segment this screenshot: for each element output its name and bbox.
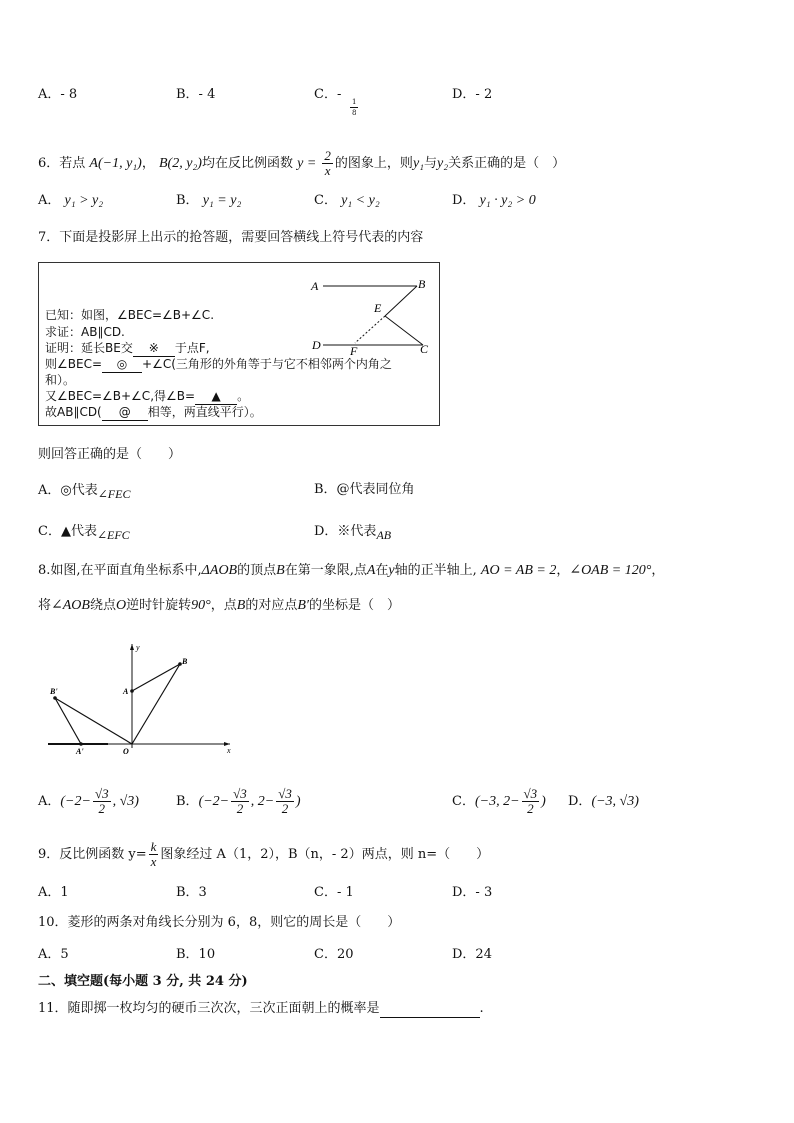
q8-option-b-den2: 2: [281, 801, 289, 816]
q8-option-b-pre: (−2−: [198, 794, 230, 809]
q9-stem: [38, 838, 489, 872]
q8-option-a-pre: (−2−: [60, 794, 91, 809]
q5-option-d: D．- 2: [452, 87, 493, 102]
q8-option-c-num: √3: [523, 786, 538, 801]
q6-option-d-expr: y₁ · y₂ > 0: [479, 193, 536, 208]
q8-option-d-expr: (−3, √3): [591, 794, 639, 809]
q9-post: 图象经过 A（1，2），B（n，- 2）两点，则 n=（ ）: [160, 847, 490, 862]
q10-option-d: D．24: [452, 947, 492, 962]
proof-line-6a: 又∠BEC=∠B+∠C,得∠B=: [45, 389, 196, 403]
q7-option-c-label: C．▲代表: [38, 524, 97, 539]
blank-circle-symbol: ◎: [102, 356, 142, 373]
q7-option-d-sub: AB: [376, 528, 392, 542]
segment-ob-prime: [55, 698, 132, 744]
q5-option-c: C．-: [314, 87, 342, 102]
q7-option-d-label: D．※代表: [314, 524, 377, 539]
q8-option-b-den1: 2: [236, 801, 244, 816]
label-d: D: [312, 338, 321, 352]
q9-option-b: B．3: [176, 885, 207, 900]
q7-stem: 7．下面是投影屏上出示的抢答题，需要回答横线上符号代表的内容: [38, 230, 424, 245]
proof-line-6: [45, 388, 249, 405]
q8-option-c: [452, 785, 546, 819]
q10-option-b: B．10: [176, 947, 216, 962]
dashed-ef: [355, 316, 385, 343]
q9-option-d: D．- 3: [452, 885, 493, 900]
q8-point-b-prime: B′: [297, 598, 309, 613]
label-a: A: [311, 279, 319, 293]
y-axis-arrow: [130, 644, 134, 650]
q6-y1: y₁: [412, 156, 425, 171]
q6-option-d: [452, 192, 536, 210]
q8-l2f: 的坐标是（ ）: [308, 598, 400, 613]
q8-option-d: [568, 785, 639, 819]
q8-option-b-num2: √3: [278, 786, 292, 801]
q8-figure: [38, 636, 238, 756]
point-b-prime: [53, 696, 57, 700]
q6-stem: [38, 149, 565, 178]
q8-option-c-den: 2: [527, 801, 534, 816]
q8-l2c: 逆时针旋转: [126, 598, 192, 613]
q8-option-b-post: ): [295, 794, 301, 809]
q6-comma: ，: [141, 156, 155, 171]
q8-option-a-post: , √3): [112, 794, 139, 809]
q7-option-d: [314, 522, 391, 541]
segment-ob: [132, 664, 180, 744]
q8-l1a: 8.如图,在平面直角坐标系中,: [38, 563, 202, 578]
q8-option-b-frac2: [276, 787, 294, 816]
q6-option-c: [314, 192, 380, 210]
q6-y2: y₂: [437, 156, 449, 171]
q6-option-d-label: D．: [452, 193, 476, 208]
label-a: A: [123, 687, 129, 696]
proof-line-3a: 证明：延长BE交: [45, 341, 133, 355]
q8-angle: ∠AOB: [51, 598, 90, 613]
q8-point-b2: B: [236, 598, 246, 613]
q7-option-a-label: A．◎代表: [38, 483, 98, 498]
q9-pre: 9．反比例函数 y=: [38, 847, 147, 862]
q6-prefix: 6．若点: [38, 156, 86, 171]
label-b: B: [418, 277, 426, 291]
q8-option-c-frac: [522, 787, 540, 816]
q8-option-b-label: B．: [176, 794, 199, 809]
q8-eq1: AO = AB = 2: [480, 563, 557, 578]
q5-option-a: A．- 8: [38, 87, 78, 102]
label-a-prime: A': [76, 747, 84, 756]
q10-stem: 10．菱形的两条对角线长分别为 6，8，则它的周长是（ ）: [38, 915, 401, 930]
q8-option-b-frac1: [231, 787, 249, 816]
q8-stem-line2: [38, 597, 400, 615]
proof-line-4a: 则∠BEC=: [45, 357, 103, 371]
q8-option-c-pre: (−3, 2−: [474, 794, 520, 809]
proof-line-5: 和）。: [45, 373, 76, 387]
q8-l1d: 在: [375, 563, 389, 578]
q9-num: k: [150, 839, 157, 854]
q7-option-a: [38, 481, 130, 500]
q7-prompt: 则回答正确的是（ ）: [38, 447, 182, 462]
q10-option-c: C．20: [314, 947, 354, 962]
proof-line-3: [45, 340, 210, 357]
q8-l1g: ，: [651, 563, 665, 578]
q8-l1e: 轴的正半轴上,: [394, 563, 477, 578]
label-y: y: [136, 643, 140, 652]
q10-option-a: A．5: [38, 947, 69, 962]
label-b: B: [182, 657, 188, 666]
q6-option-c-expr: y₁ < y₂: [341, 193, 380, 208]
proof-line-7a: 故AB∥CD(: [45, 405, 102, 419]
label-x: x: [227, 746, 231, 755]
q11-stem: [38, 1000, 484, 1018]
proof-line-7b: 相等，两直线平行）。: [147, 405, 262, 419]
q8-option-a-frac: [93, 787, 111, 816]
q8-l2a: 将: [38, 598, 52, 613]
q9-den: x: [150, 854, 157, 869]
proof-line-7: [45, 404, 262, 421]
segment-ec: [385, 316, 423, 345]
q8-stem-line1: [38, 562, 664, 580]
q6-tail2: 关系正确的是（ ）: [448, 156, 566, 171]
q8-l1b: 的顶点: [237, 563, 277, 578]
segment-be: [385, 286, 417, 316]
q6-func-fraction: [322, 149, 333, 178]
q8-option-a-den: 2: [98, 801, 106, 816]
q6-option-a-label: A．: [38, 193, 61, 208]
segment-ab: [132, 664, 180, 691]
point-a: [130, 689, 134, 693]
proof-line-6b: 。: [237, 389, 250, 403]
blank-triangle-symbol: ▲: [195, 388, 237, 405]
proof-line-4b: +∠C(三角形的外角等于与它不相邻两个内角之: [142, 357, 392, 371]
q8-l2b: 绕点: [89, 598, 116, 613]
q6-option-b-label: B．: [176, 193, 199, 208]
q11-text: 11．随即掷一枚均匀的硬币三次次，三次正面朝上的概率是: [38, 1001, 380, 1016]
q6-func-den: x: [324, 163, 331, 178]
q8-option-d-label: D．: [568, 794, 592, 809]
label-c: C: [420, 342, 429, 356]
q8-option-c-post: ): [541, 794, 546, 809]
q6-func-num: 2: [324, 148, 331, 163]
q5-fraction-bar: [350, 107, 358, 108]
q8-option-a-label: A．: [38, 794, 61, 809]
q6-with: 与: [424, 156, 438, 171]
q6-mid: 均在反比例函数: [201, 156, 293, 171]
q6-func-lhs: y =: [297, 156, 317, 171]
segment-b-prime-a-prime: [55, 698, 81, 744]
q8-degrees: 90°: [191, 598, 211, 613]
q8-eq2: ∠OAB = 120°: [569, 563, 652, 578]
q8-l1f: ，: [556, 563, 570, 578]
q8-option-a: [38, 785, 139, 819]
q6-option-c-label: C．: [314, 193, 337, 208]
q9-option-a: A．1: [38, 885, 69, 900]
section-fill-in-heading: 二、填空题(每小题 3 分, 共 24 分): [38, 974, 248, 989]
q8-y-axis: y: [388, 563, 395, 578]
label-f: F: [350, 344, 358, 358]
q11-end: .: [479, 1001, 484, 1016]
q8-point-o: O: [115, 598, 127, 613]
q7-proof-box: [38, 262, 440, 426]
q11-answer-blank[interactable]: [380, 1005, 480, 1018]
proof-line-4: [45, 356, 392, 373]
q8-point-b: B: [276, 563, 285, 578]
q8-l2d: ，点: [210, 598, 237, 613]
q8-l1c: 在第一象限,点: [284, 563, 367, 578]
q6-option-a: [38, 192, 103, 210]
q8-triangle: ΔAOB: [201, 563, 238, 578]
label-b-prime: B': [50, 687, 58, 696]
q6-option-a-expr: y₁ > y₂: [64, 193, 104, 208]
q7-option-c: [38, 522, 130, 541]
q6-tail1: 的图象上，则: [334, 156, 413, 171]
q8-l2e: 的对应点: [245, 598, 298, 613]
q6-option-b: [176, 192, 241, 210]
blank-at-symbol: @: [102, 404, 148, 421]
q7-option-a-sub: ∠FEC: [97, 487, 131, 501]
proof-line-3b: 于点F,: [174, 341, 210, 355]
q5-option-c-numerator: 1: [352, 98, 357, 106]
label-o: O: [123, 747, 129, 756]
q8-point-a: A: [366, 563, 376, 578]
q6-option-b-expr: y₁ = y₂: [202, 193, 242, 208]
q6-point-b: B(2, y₂): [158, 156, 202, 171]
q9-fraction: [149, 840, 159, 869]
q7-option-b: B．@代表同位角: [314, 482, 415, 497]
q9-option-c: C．- 1: [314, 885, 354, 900]
proof-line-given: 已知：如图，∠BEC=∠B+∠C.: [45, 308, 215, 322]
label-e: E: [374, 301, 382, 315]
q5-option-b: B．- 4: [176, 87, 216, 102]
proof-line-prove: 求证：AB∥CD.: [45, 325, 125, 339]
q8-option-c-label: C．: [452, 794, 475, 809]
q6-point-a: A(−1, y₁): [89, 156, 142, 171]
q8-option-b-num1: √3: [233, 786, 247, 801]
point-a-prime: [79, 742, 83, 746]
q8-option-a-num: √3: [94, 786, 109, 801]
q8-option-b-mid: , 2−: [250, 794, 275, 809]
q8-option-b: [176, 785, 301, 819]
q7-option-c-sub: ∠EFC: [96, 528, 130, 542]
q5-option-c-denominator: 8: [352, 109, 357, 117]
blank-symbol-ref: ※: [133, 340, 175, 357]
